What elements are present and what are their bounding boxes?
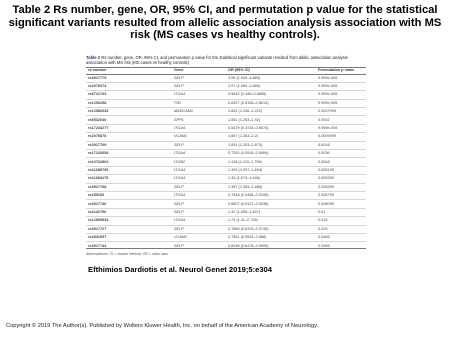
cell-rs-number: rs6721763 xyxy=(88,92,107,97)
cell-gene: SELP xyxy=(174,75,184,80)
cell-permutation-p: 9.999e-005 xyxy=(318,100,338,105)
citation: Efthimios Dardiotis et al. Neurol Genet 2019;5:e304 xyxy=(88,265,272,274)
row-divider xyxy=(86,191,366,192)
cell-gene: SELP xyxy=(174,201,184,206)
row-divider xyxy=(86,166,366,167)
cell-or-ci: 1.32 (1.059–1.647) xyxy=(228,209,261,214)
table-row xyxy=(86,210,366,215)
cell-permutation-p: 0.005399 xyxy=(318,176,334,181)
header-or-ci: OR (95% CI) xyxy=(228,68,250,72)
table-row xyxy=(86,185,366,190)
cell-gene: ITGA4 xyxy=(174,218,185,223)
table-row xyxy=(86,109,366,114)
cell-rs-number: rs17234277 xyxy=(88,125,109,130)
table-row xyxy=(86,101,366,106)
cell-rs-number: rs12982646 xyxy=(88,109,109,114)
table-caption-text: Rs number, gene, OR, 95% CI, and permutation p value for the statistical significant variants resulted from allelic association analysis association with MS risk (MS cases vs healthy controls) xyxy=(86,55,348,65)
row-divider xyxy=(86,107,366,108)
cell-rs-number: rs3917768 xyxy=(88,184,107,189)
cell-or-ci: 0.6427 (0.5155–0.8013) xyxy=(228,100,269,105)
cell-or-ci: 0.6807 (0.5127–0.9038) xyxy=(228,201,269,206)
cell-gene: MADCAM1 xyxy=(174,109,193,114)
cell-permutation-p: 0.01 xyxy=(318,209,326,214)
table-caption xyxy=(86,55,366,65)
table-row xyxy=(86,227,366,232)
cell-rs-number: rs2076074 xyxy=(88,83,107,88)
cell-rs-number: rs3917779 xyxy=(88,75,107,80)
table-caption-label: Table 2 xyxy=(86,55,101,60)
table-image xyxy=(86,55,366,263)
row-divider xyxy=(86,115,366,116)
cell-gene: SELP xyxy=(174,209,184,214)
cell-permutation-p: 0.008099 xyxy=(318,201,334,206)
cell-permutation-p: 9.999e-005 xyxy=(318,75,338,80)
cell-or-ci: 0.5542 (0.448–0.6855) xyxy=(228,92,267,97)
cell-rs-number: rs2831657 xyxy=(88,235,107,240)
cell-rs-number: rs12808934 xyxy=(88,218,109,223)
slide-title: Table 2 Rs number, gene, OR, 95% CI, and permutation p value for the statistical significant variants resulted from allelic association analysis association with MS risk (MS cases vs healthy controls). xyxy=(8,4,442,41)
cell-gene: FN1 xyxy=(174,100,182,105)
row-divider xyxy=(86,157,366,158)
cell-or-ci: 1.357 (1.083–1.685) xyxy=(228,184,263,189)
table-row xyxy=(86,76,366,81)
cell-gene: SELP xyxy=(174,184,184,189)
cell-or-ci: 0.7865 (0.6376–0.9745) xyxy=(228,226,269,231)
cell-rs-number: rs3917744 xyxy=(88,243,107,248)
cell-rs-number: rs11689739 xyxy=(88,167,109,172)
table-row xyxy=(86,92,366,97)
cell-or-ci: 1.661 (1.246–2.212) xyxy=(228,109,263,114)
row-divider xyxy=(86,216,366,217)
table-row xyxy=(86,84,366,89)
cell-gene: SELP xyxy=(174,142,184,147)
row-divider xyxy=(86,174,366,175)
row-divider xyxy=(86,124,366,125)
cell-rs-number: rs10762802 xyxy=(88,159,109,164)
cell-permutation-p: 0.0009999 xyxy=(318,134,336,139)
cell-rs-number: rs3917709 xyxy=(88,142,107,147)
table-row xyxy=(86,118,366,123)
table-row xyxy=(86,134,366,139)
table-row xyxy=(86,151,366,156)
cell-gene: ITGA4 xyxy=(174,125,185,130)
row-divider xyxy=(86,132,366,133)
table-row xyxy=(86,193,366,198)
cell-gene: SPP1 xyxy=(174,117,184,122)
header-rs-number: rs number xyxy=(88,68,107,72)
cell-rs-number: rs1250258 xyxy=(88,100,107,105)
cell-gene: ITGA4 xyxy=(174,92,185,97)
cell-permutation-p: 0.005199 xyxy=(318,167,334,172)
cell-permutation-p: 9.999e-005 xyxy=(318,83,338,88)
cell-gene: VCAM1 xyxy=(174,134,188,139)
table-header-row xyxy=(86,68,366,73)
row-divider xyxy=(86,90,366,91)
row-divider xyxy=(86,199,366,200)
cell-rs-number: rs11684175 xyxy=(88,176,109,181)
cell-gene: SELP xyxy=(174,243,184,248)
header-gene: Gene xyxy=(174,68,184,72)
cell-or-ci: 0.8048 (0.6478–0.9999) xyxy=(228,243,269,248)
cell-or-ci: 0.7551 (0.5524–0.988) xyxy=(228,235,267,240)
cell-rs-number: rs155183 xyxy=(88,193,105,198)
cell-gene: SELP xyxy=(174,226,184,231)
table-bottom-rule xyxy=(86,248,366,249)
table-row xyxy=(86,218,366,223)
cell-or-ci: 1.33 (1.074–1.646) xyxy=(228,176,261,181)
row-divider xyxy=(86,183,366,184)
copyright-notice: Copyright © 2019 The Author(s). Published by Wolters Kluwer Health, Inc. on behalf of the American Academy of Neurology. xyxy=(6,323,319,329)
cell-rs-number: rs17225354 xyxy=(88,151,109,156)
cell-permutation-p: 0.0002 xyxy=(318,117,330,122)
cell-or-ci: 1.667 (1.263–2.2) xyxy=(228,134,258,139)
row-divider xyxy=(86,225,366,226)
cell-or-ci: 1.418 (1.119–1.796) xyxy=(228,159,262,164)
cell-rs-number: rs6532040 xyxy=(88,117,107,122)
cell-permutation-p: 0.005299 xyxy=(318,184,334,189)
cell-permutation-p: 0.005799 xyxy=(318,193,334,198)
table-row xyxy=(86,160,366,165)
row-divider xyxy=(86,208,366,209)
cell-rs-number: rs2142760 xyxy=(88,209,107,214)
cell-gene: ITGA4 xyxy=(174,193,185,198)
table-row xyxy=(86,235,366,240)
cell-permutation-p: 0.0007999 xyxy=(318,109,336,114)
cell-permutation-p: 0.0036 xyxy=(318,151,330,156)
table-row xyxy=(86,176,366,181)
row-divider xyxy=(86,99,366,100)
cell-or-ci: 2.07 (1.594–2.689) xyxy=(228,83,261,88)
cell-or-ci: 3.08 (1.943–4.883) xyxy=(228,75,261,80)
cell-rs-number: rs3917727 xyxy=(88,226,107,231)
cell-permutation-p: 9.999e-005 xyxy=(318,92,338,97)
table-row xyxy=(86,168,366,173)
cell-gene: ITGA4 xyxy=(174,167,185,172)
cell-or-ci: 1.74 (1.11–2.728) xyxy=(228,218,258,223)
cell-permutation-p: 0.0485 xyxy=(318,243,330,248)
row-divider xyxy=(86,141,366,142)
cell-or-ci: 0.7548 (0.5454–0.9108) xyxy=(228,193,269,198)
header-permutation-p: Permutation p value xyxy=(318,68,355,72)
cell-permutation-p: 0.018 xyxy=(318,218,328,223)
cell-or-ci: 1.551 (1.253–1.92) xyxy=(228,117,261,122)
table-row xyxy=(86,126,366,131)
row-divider xyxy=(86,241,366,242)
cell-gene: VCAM1 xyxy=(174,235,188,240)
row-divider xyxy=(86,233,366,234)
cell-permutation-p: 0.029 xyxy=(318,226,328,231)
cell-rs-number: rs3917740 xyxy=(88,201,107,206)
cell-permutation-p: 0.0048 xyxy=(318,159,330,164)
cell-permutation-p: 9.999e-005 xyxy=(318,125,338,130)
cell-gene: ITGB2 xyxy=(174,159,185,164)
table-header-rule xyxy=(86,74,366,75)
cell-gene: ITGA4 xyxy=(174,176,185,181)
cell-gene: SELP xyxy=(174,83,184,88)
table-row xyxy=(86,202,366,207)
table-row xyxy=(86,143,366,148)
cell-permutation-p: 0.0465 xyxy=(318,235,330,240)
cell-permutation-p: 0.0018 xyxy=(318,142,330,147)
cell-rs-number: rs2076878 xyxy=(88,134,107,139)
cell-gene: ITGA4 xyxy=(174,151,185,156)
cell-or-ci: 1.363 (1.097–1.694) xyxy=(228,167,263,172)
table-footnote: Abbreviations: CI = cluster interval; OR = odds ratio. xyxy=(86,252,169,256)
cell-or-ci: 1.831 (1.293–2.673) xyxy=(228,142,263,147)
row-divider xyxy=(86,82,366,83)
row-divider xyxy=(86,149,366,150)
cell-or-ci: 0.5479 (0.3718–0.8074) xyxy=(228,125,269,130)
cell-or-ci: 0.7332 (0.5918–0.9084) xyxy=(228,151,269,156)
